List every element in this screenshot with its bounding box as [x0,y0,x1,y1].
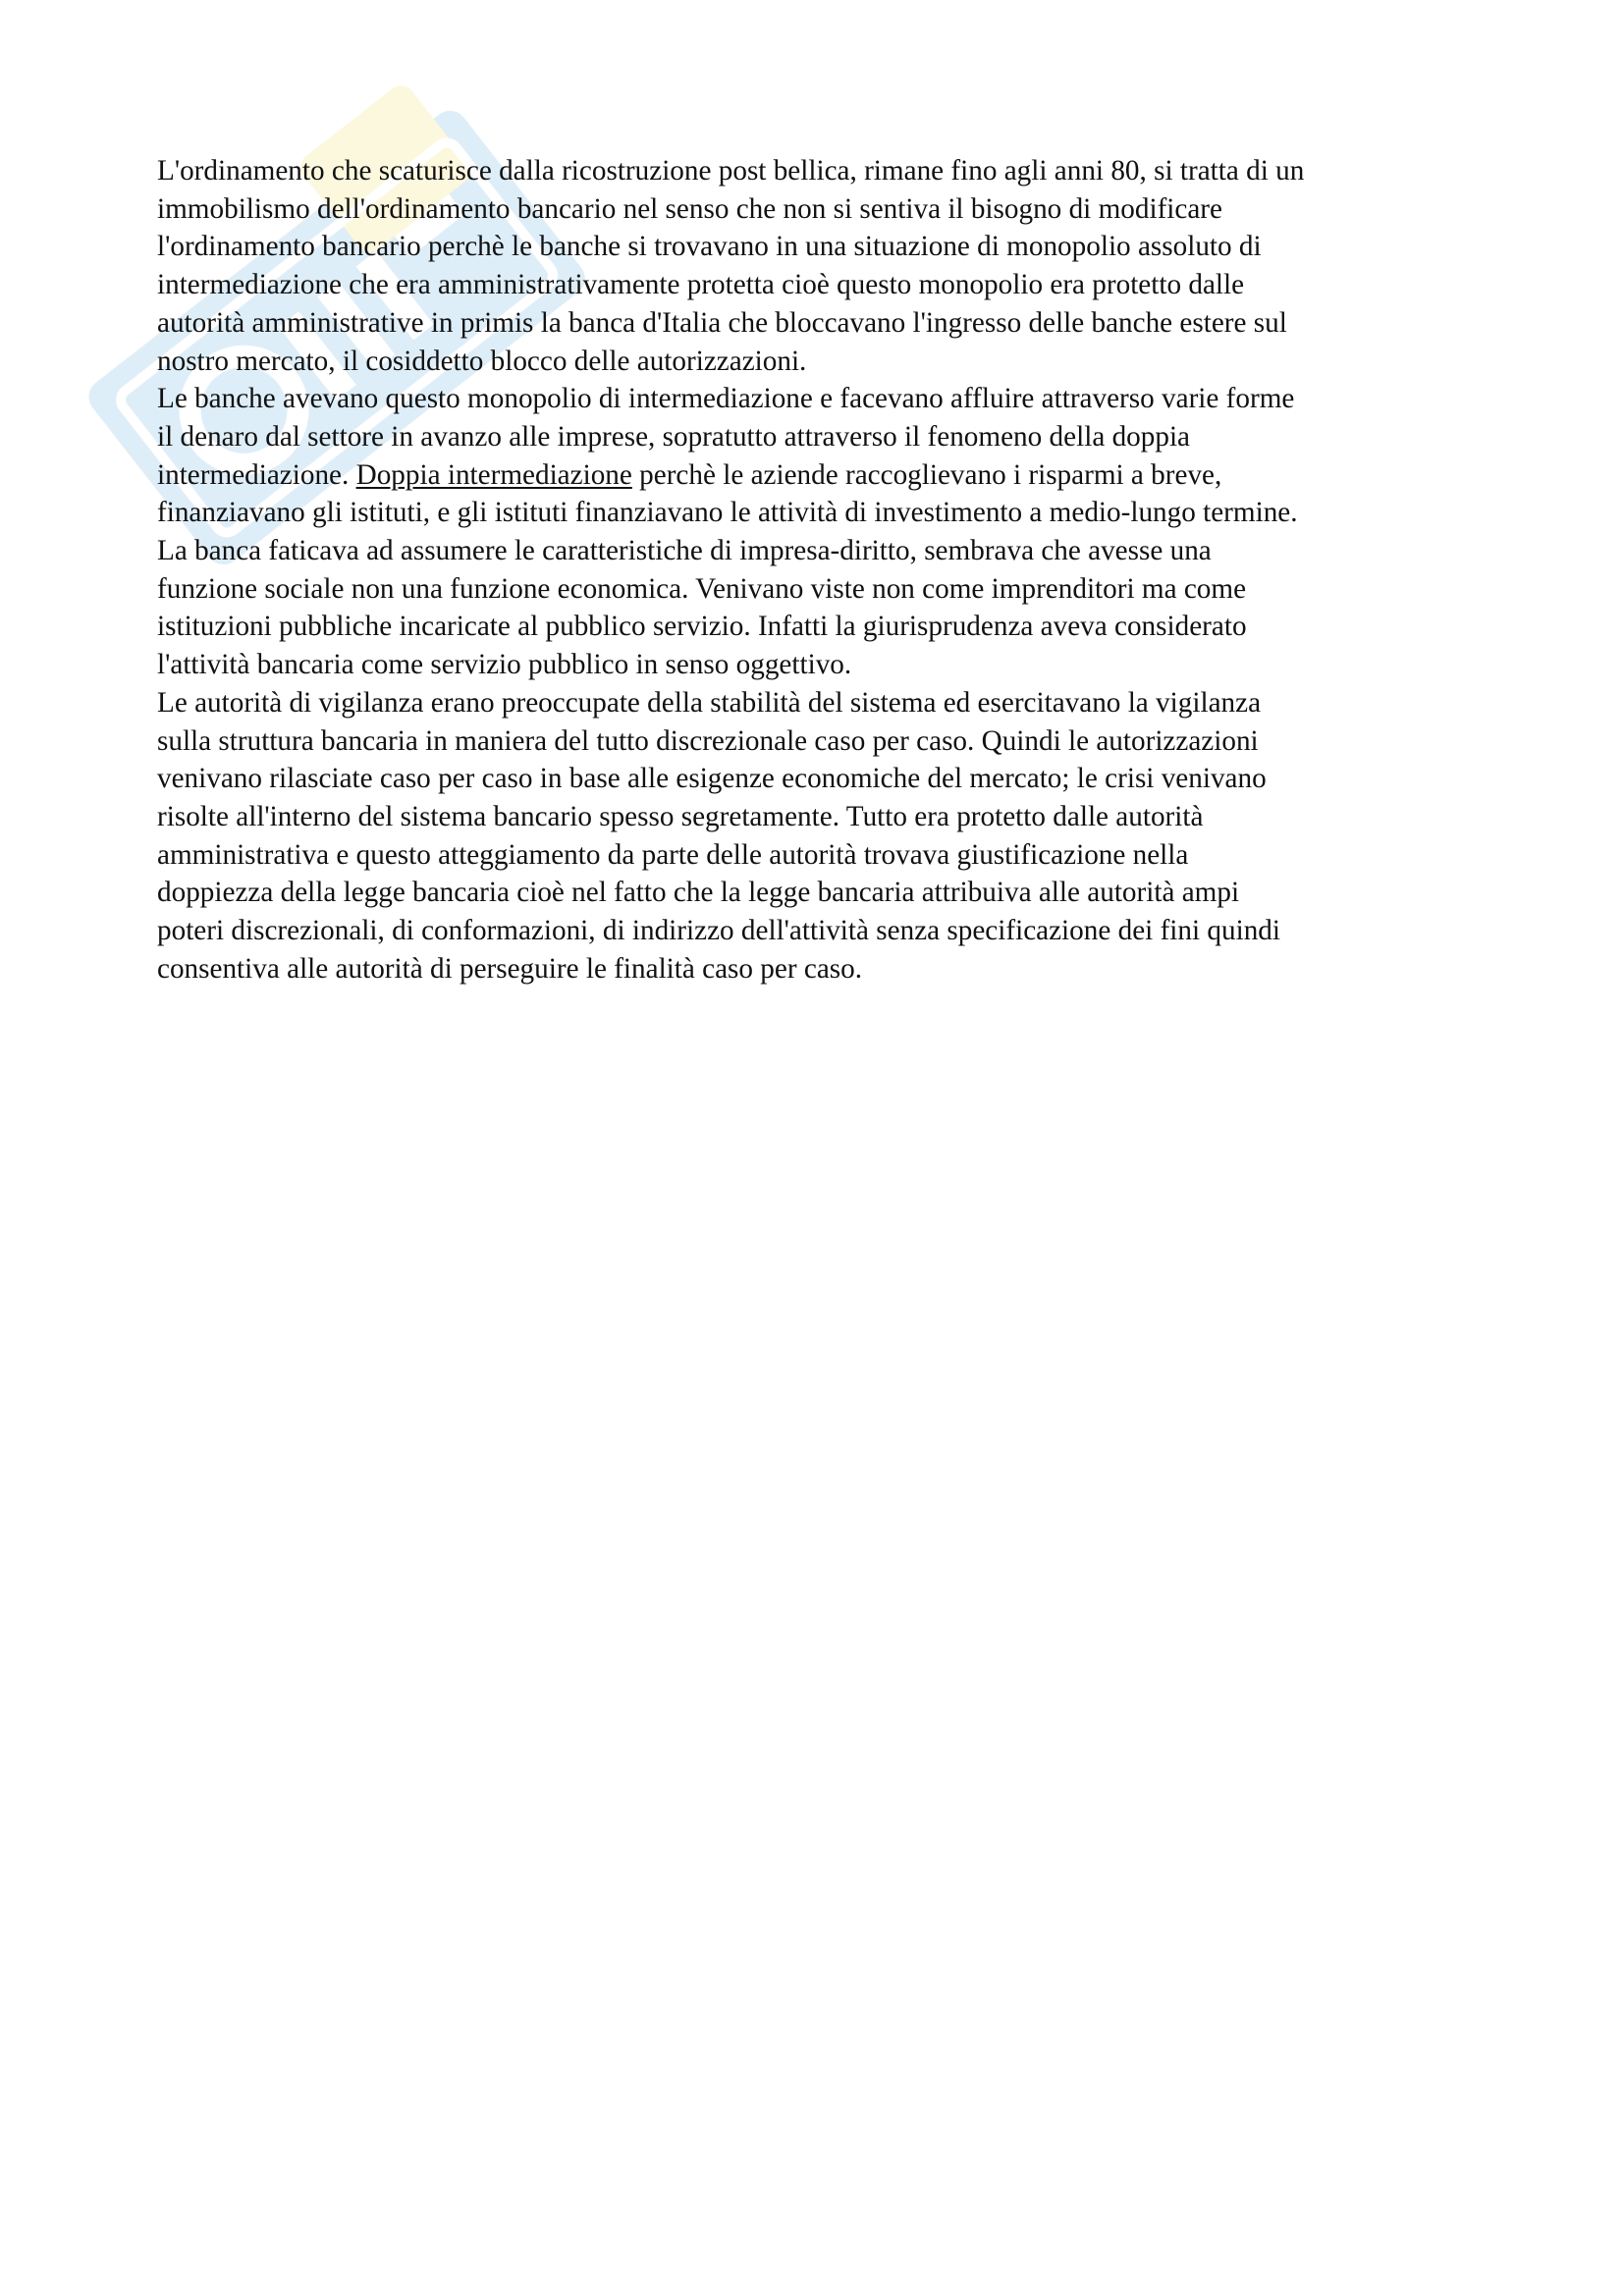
text-line: il denaro dal settore in avanzo alle imprese, sopratutto attraverso il fenomeno della doppia [157,420,1191,453]
text-line: consentiva alle autorità di perseguire le finalità caso per caso. [157,952,863,985]
document-body [157,152,1492,988]
text-line: intermediazione che era amministrativamente protetta cioè questo monopolio era protetto dalle [157,269,1245,301]
text-line: l'attività bancaria come servizio pubblico in senso oggettivo. [157,649,852,681]
text-line: autorità amministrative in primis la banca d'Italia che bloccavano l'ingresso delle banche estere sul [157,306,1287,339]
text-line: Le banche avevano questo monopolio di intermediazione e facevano affluire attraverso varie forme [157,383,1295,415]
text-line: sulla struttura bancaria in maniera del tutto discrezionale caso per caso. Quindi le autorizzazioni [157,724,1259,757]
text-line: immobilismo dell'ordinamento bancario nel senso che non si sentiva il bisogno di modificare [157,192,1222,225]
text-line: venivano rilasciate caso per caso in base alle esigenze economiche del mercato; le crisi venivano [157,763,1267,795]
text-line: poteri discrezionali, di conformazioni, di indirizzo dell'attività senza specificazione dei fini quindi [157,915,1280,947]
text-line: Le autorità di vigilanza erano preoccupate della stabilità del sistema ed esercitavano la vigilanza [157,686,1262,719]
text-line: risolte all'interno del sistema bancario spesso segretamente. Tutto era protetto dalle autorità [157,800,1204,832]
text-line: L'ordinamento che scaturisce dalla ricostruzione post bellica, rimane fino agli anni 80, si tratta di un [157,155,1305,187]
text-line: funzione sociale non una funzione economica. Venivano viste non come imprenditori ma come [157,572,1247,605]
text-line: nostro mercato, il cosiddetto blocco delle autorizzazioni. [157,345,807,377]
text-line: amministrativa e questo atteggiamento da parte delle autorità trovava giustificazione nella [157,838,1189,871]
text-line: istituzioni pubbliche incaricate al pubblico servizio. Infatti la giurisprudenza aveva considerato [157,611,1247,643]
underlined-term: Doppia intermediazione [355,458,632,491]
text-line: doppiezza della legge bancaria cioè nel fatto che la legge bancaria attribuiva alle autorità ampi [157,877,1240,909]
text-line: La banca faticava ad assumere le caratteristiche di impresa-diritto, sembrava che avesse una [157,535,1212,567]
text-line: l'ordinamento bancario perchè le banche si trovavano in una situazione di monopolio assoluto di [157,231,1262,263]
text-segment: intermediazione. [157,458,356,491]
text-line-with-underline [157,456,1492,495]
text-segment: perchè le aziende raccoglievano i risparmi a breve, [631,458,1222,491]
text-line: finanziavano gli istituti, e gli istituti finanziavano le attività di investimento a medio-lungo termine. [157,497,1298,529]
